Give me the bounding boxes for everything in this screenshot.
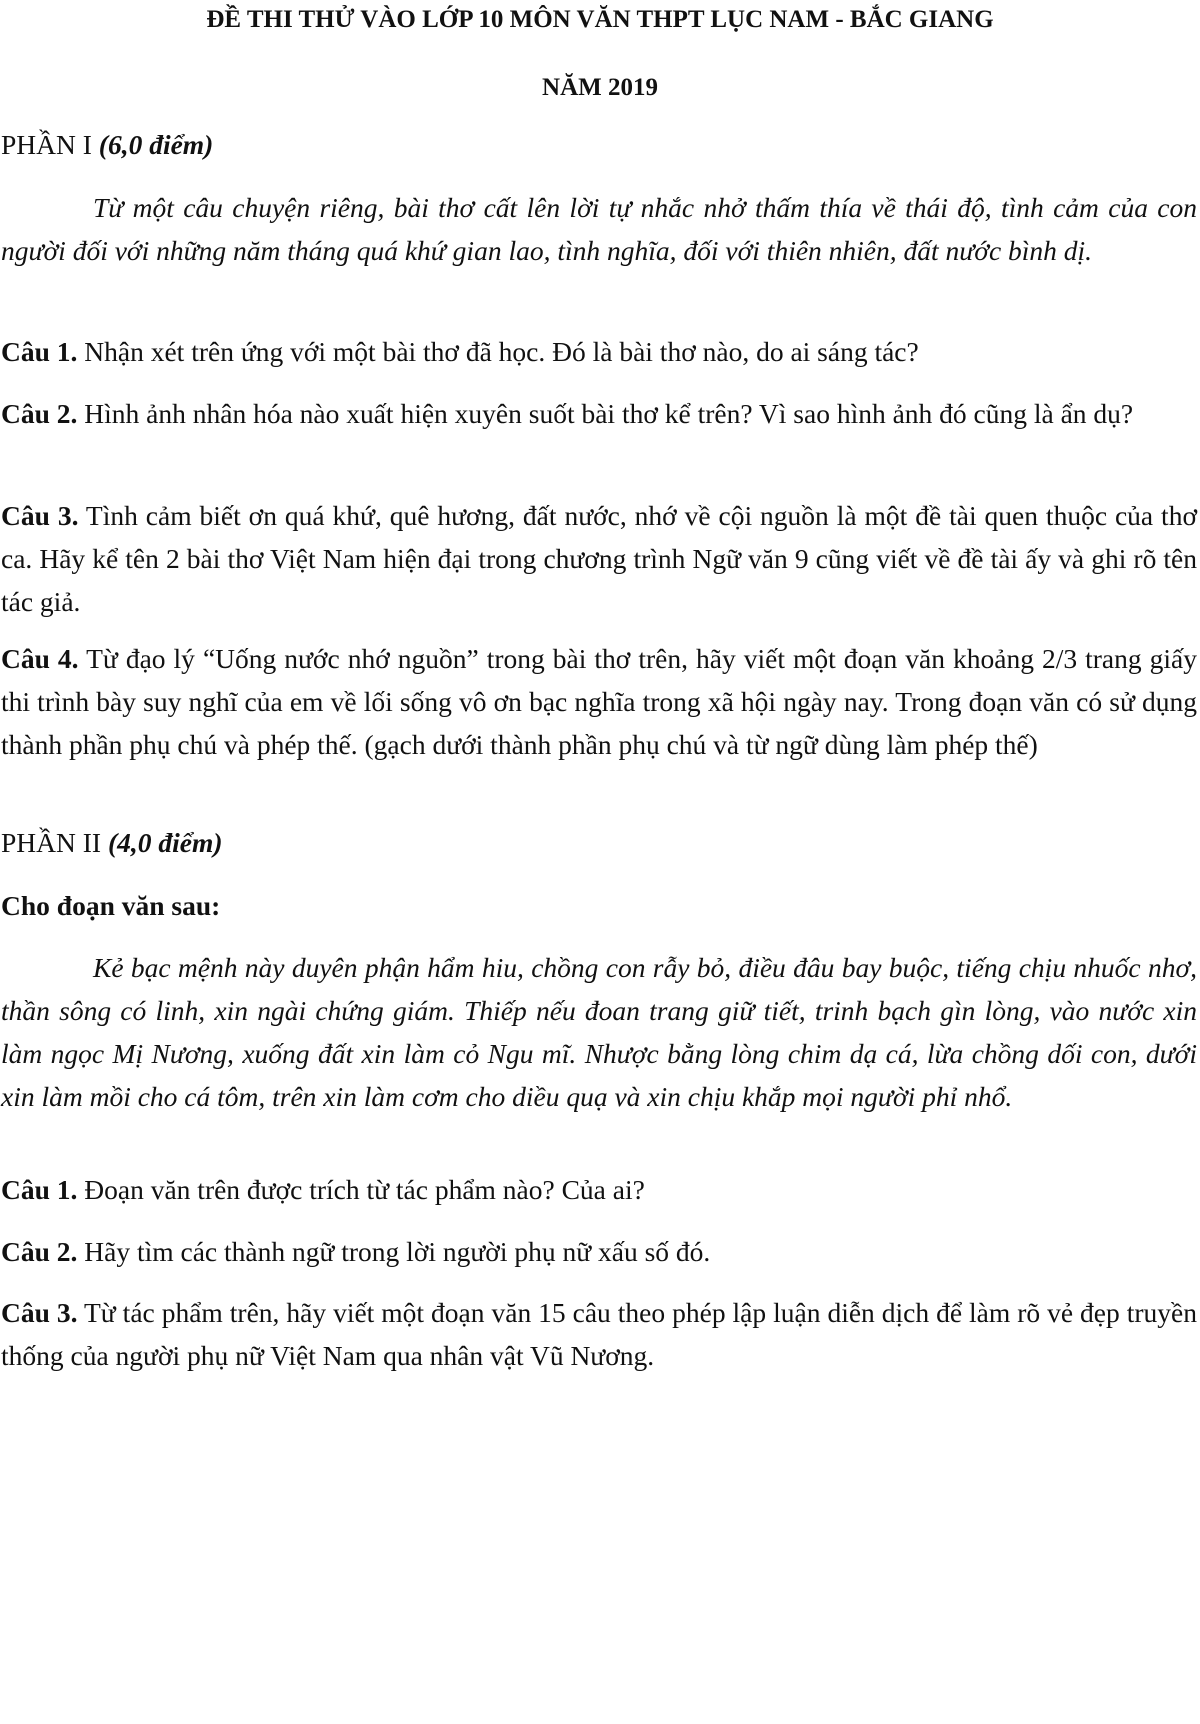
question-text: Tình cảm biết ơn quá khứ, quê hương, đất nước, nhớ về cội nguồn là một đề tài quen thuộc của thơ ca. Hãy kể tên 2 bài thơ Việt Nam hiện đại trong chương trình Ngữ văn 9 cũng viết về đề tài ấy và ghi rõ tên tác giả. bbox=[1, 500, 1197, 617]
part2-intro: Cho đoạn văn sau: bbox=[1, 890, 221, 921]
question-label: Câu 1. bbox=[1, 336, 78, 367]
question-label: Câu 4. bbox=[1, 643, 79, 674]
question-label: Câu 3. bbox=[1, 500, 79, 531]
question-label: Câu 3. bbox=[1, 1297, 78, 1328]
part1-question-1 bbox=[1, 330, 1197, 373]
question-label: Câu 2. bbox=[1, 1236, 78, 1267]
part2-heading bbox=[1, 828, 1197, 858]
part2-points: (4,0 điểm) bbox=[107, 827, 223, 858]
part2-question-2 bbox=[1, 1230, 1197, 1273]
question-label: Câu 2. bbox=[1, 398, 78, 429]
part2-question-3 bbox=[1, 1291, 1197, 1377]
part2-label: PHẦN II bbox=[1, 827, 102, 858]
part2-question-1 bbox=[1, 1168, 1197, 1211]
part1-passage: Từ một câu chuyện riêng, bài thơ cất lên lời tự nhắc nhở thấm thía về thái độ, tình cảm của con người đối với những năm tháng quá khứ gian lao, tình nghĩa, đối với thiên nhiên, đất nước bình dị. bbox=[1, 192, 1197, 266]
question-text: Đoạn văn trên được trích từ tác phẩm nào? Của ai? bbox=[84, 1174, 645, 1205]
part1-question-4 bbox=[1, 637, 1197, 766]
part1-question-2 bbox=[1, 392, 1197, 435]
part1-label: PHẦN I bbox=[1, 129, 92, 160]
exam-title: ĐỀ THI THỬ VÀO LỚP 10 MÔN VĂN THPT LỤC NAM - BẮC GIANG bbox=[206, 6, 994, 33]
exam-year: NĂM 2019 bbox=[542, 74, 658, 101]
part1-question-3 bbox=[1, 494, 1197, 623]
question-text: Từ đạo lý “Uống nước nhớ nguồn” trong bài thơ trên, hãy viết một đoạn văn khoảng 2/3 trang giấy thi trình bày suy nghĩ của em về lối sống vô ơn bạc nghĩa trong xã hội ngày nay. Trong đoạn văn có sử dụng thành phần phụ chú và phép thế. (gạch dưới thành phần phụ chú và từ ngữ dùng làm phép thế) bbox=[1, 643, 1197, 760]
part1-heading bbox=[1, 130, 1197, 160]
question-text: Hãy tìm các thành ngữ trong lời người phụ nữ xấu số đó. bbox=[84, 1236, 711, 1267]
question-text: Nhận xét trên ứng với một bài thơ đã học. Đó là bài thơ nào, do ai sáng tác? bbox=[84, 336, 919, 367]
question-text: Từ tác phẩm trên, hãy viết một đoạn văn 15 câu theo phép lập luận diễn dịch để làm rõ vẻ đẹp truyền thống của người phụ nữ Việt Nam qua nhân vật Vũ Nương. bbox=[1, 1297, 1197, 1371]
part2-passage: Kẻ bạc mệnh này duyên phận hẩm hiu, chồng con rẫy bỏ, điều đâu bay buộc, tiếng chịu nhuốc nhơ, thần sông có linh, xin ngài chứng giám. Thiếp nếu đoan trang giữ tiết, trinh bạch gìn lòng, vào nước xin làm ngọc Mị Nương, xuống đất xin làm cỏ Ngu mĩ. Nhược bằng lòng chim dạ cá, lừa chồng dối con, dưới xin làm mồi cho cá tôm, trên xin làm cơm cho diều quạ và xin chịu khắp mọi người phỉ nhổ. bbox=[1, 952, 1197, 1112]
part1-points: (6,0 điểm) bbox=[98, 129, 214, 160]
question-text: Hình ảnh nhân hóa nào xuất hiện xuyên suốt bài thơ kể trên? Vì sao hình ảnh đó cũng là ẩn dụ? bbox=[84, 398, 1134, 429]
question-label: Câu 1. bbox=[1, 1174, 78, 1205]
